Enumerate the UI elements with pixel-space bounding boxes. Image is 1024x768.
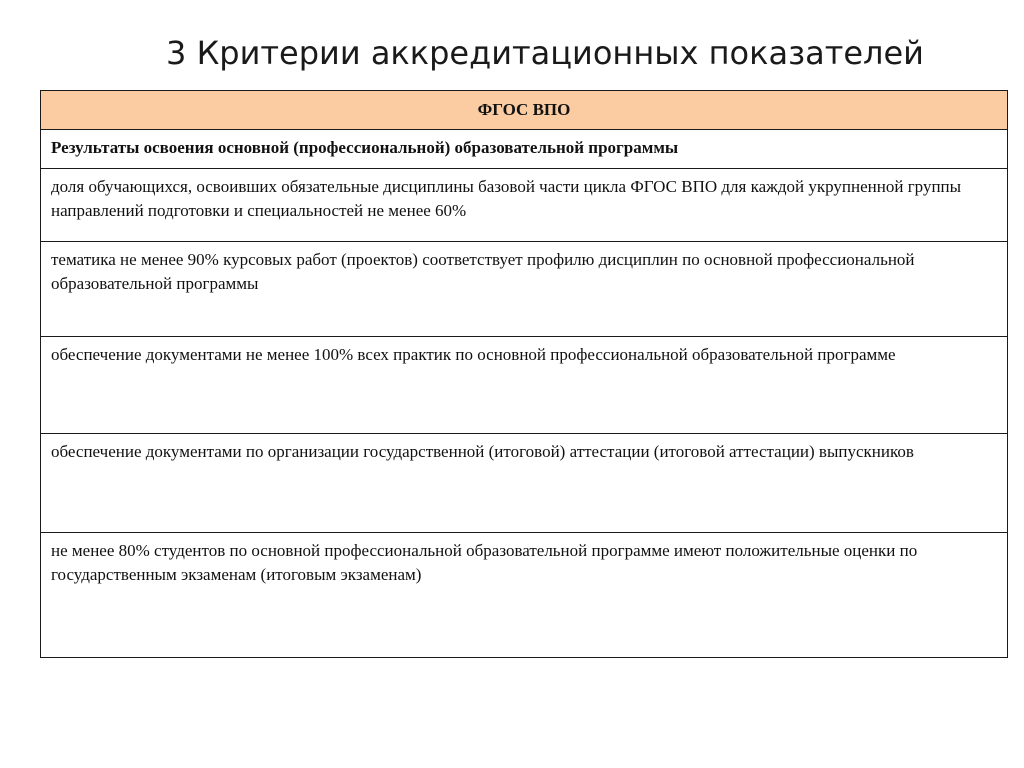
criterion-cell: обеспечение документами не менее 100% всех практик по основной профессиональной образовательной программе (41, 337, 1008, 434)
table-row (41, 242, 1008, 337)
criterion-cell: доля обучающихся, освоивших обязательные дисциплины базовой части цикла ФГОС ВПО для каждой укрупненной группы направлений подготовки и специальностей не менее 60% (41, 169, 1008, 242)
criterion-cell: не менее 80% студентов по основной профессиональной образовательной программе имеют положительные оценки по государственным экзаменам (итоговым экзаменам) (41, 533, 1008, 658)
criteria-table (40, 90, 1008, 658)
table-row (41, 169, 1008, 242)
criterion-cell: обеспечение документами по организации государственной (итоговой) аттестации (итоговой аттестации) выпускников (41, 434, 1008, 533)
table-header-row (41, 91, 1008, 130)
table-row (41, 337, 1008, 434)
section-heading-cell: Результаты освоения основной (профессиональной) образовательной программы (41, 130, 1008, 169)
section-heading-row (41, 130, 1008, 169)
criterion-cell: тематика не менее 90% курсовых работ (проектов) соответствует профилю дисциплин по основной профессиональной образовательной программы (41, 242, 1008, 337)
table-header-cell: ФГОС ВПО (41, 91, 1008, 130)
table-row (41, 533, 1008, 658)
slide-title: 3 Критерии аккредитационных показателей (166, 34, 924, 72)
table-row (41, 434, 1008, 533)
